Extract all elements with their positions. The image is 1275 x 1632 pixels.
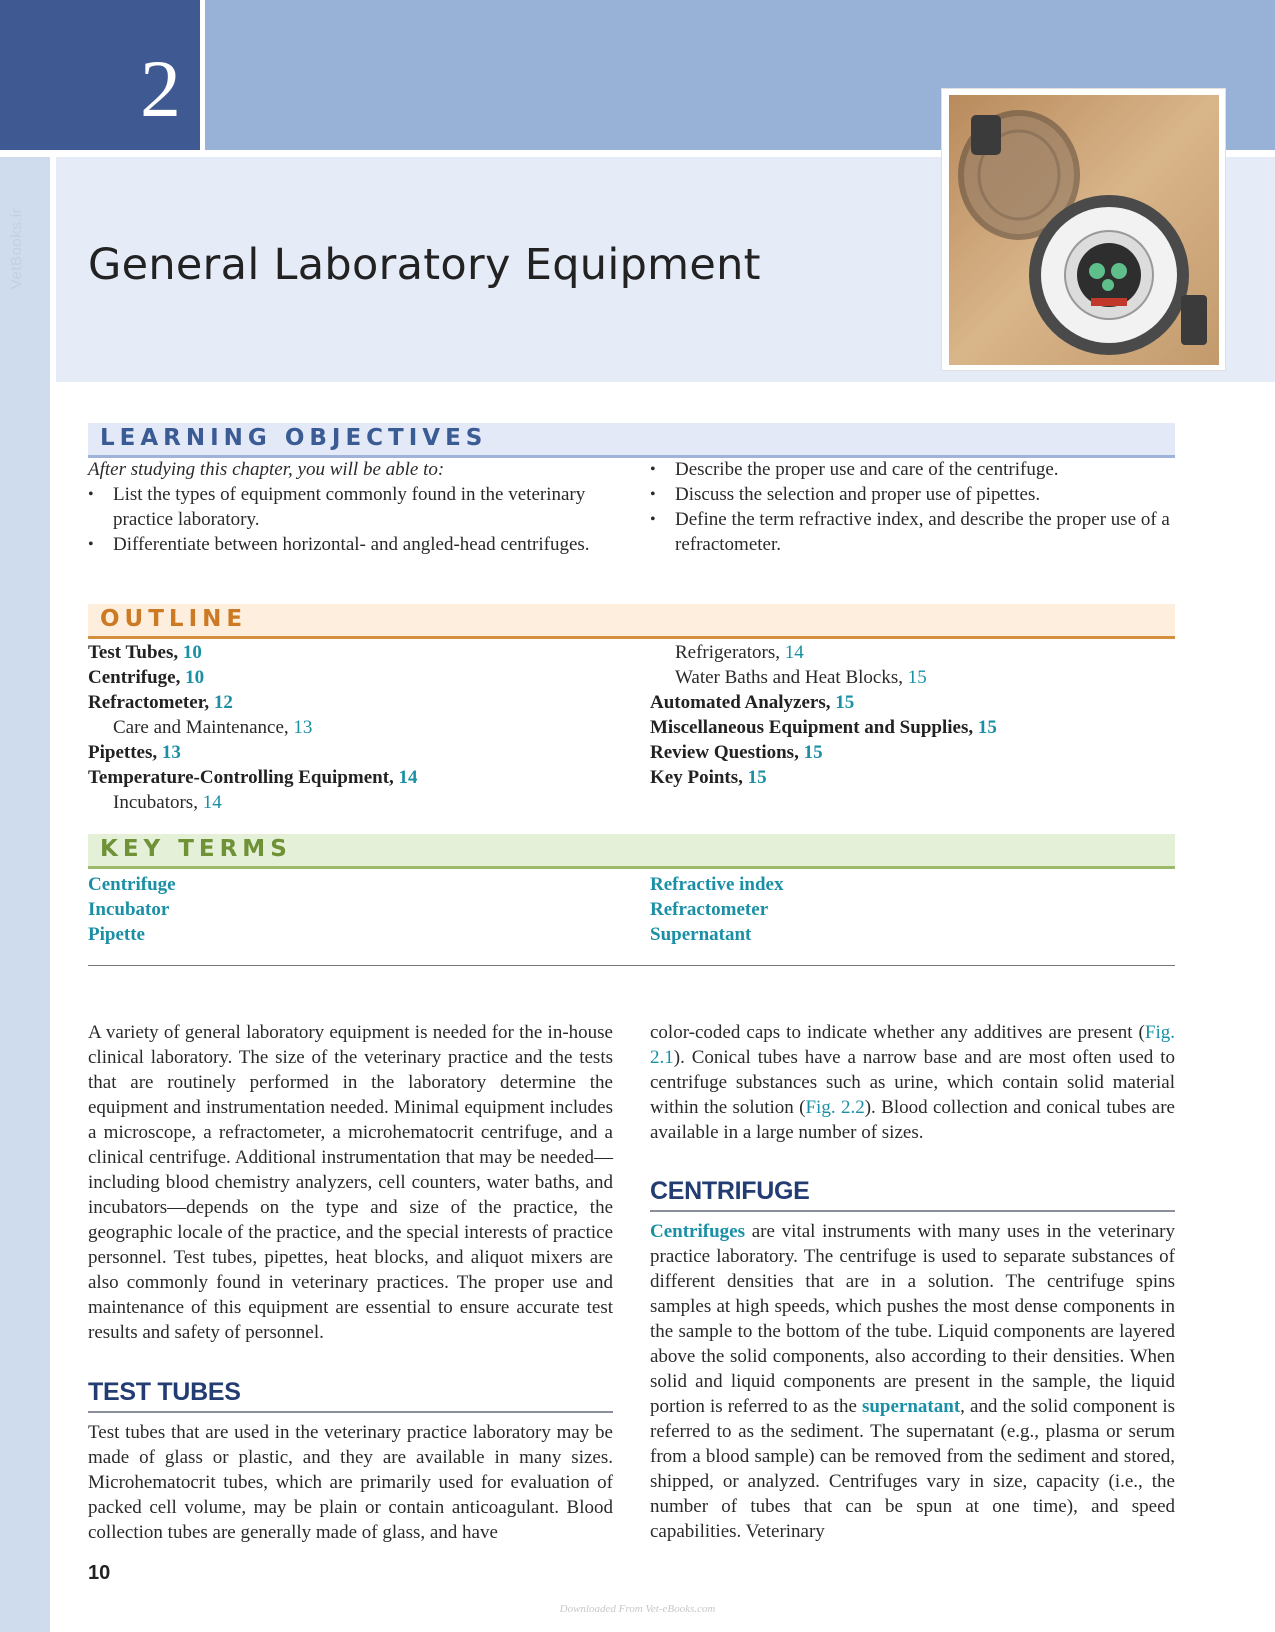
outline-item-page[interactable]: 15 bbox=[803, 742, 823, 763]
outline-item-label: Miscellaneous Equipment and Supplies, bbox=[650, 717, 974, 738]
outline-item[interactable] bbox=[650, 765, 1175, 790]
outline-item[interactable] bbox=[88, 765, 618, 790]
centrifuge-photo bbox=[949, 95, 1219, 365]
outline-item-label: Temperature-Controlling Equipment, bbox=[88, 767, 394, 788]
outline-item-label: Review Questions, bbox=[650, 742, 799, 763]
outline-item[interactable] bbox=[88, 690, 618, 715]
outline-item-page[interactable]: 14 bbox=[398, 767, 418, 788]
learning-objectives-right bbox=[650, 457, 1175, 557]
outline-item-label: Centrifuge, bbox=[88, 667, 181, 688]
outline-item-page[interactable]: 10 bbox=[182, 642, 202, 663]
learning-objectives-left bbox=[88, 457, 618, 557]
outline-item-page[interactable]: 15 bbox=[747, 767, 767, 788]
outline-item[interactable] bbox=[88, 665, 618, 690]
key-term[interactable]: Supernatant bbox=[650, 924, 752, 945]
text-run: ). Conical tubes have a narrow base and are most often used to centrifuge substances such as urine, which contain solid material within the solution ( bbox=[650, 1047, 1175, 1118]
key-terms-header bbox=[88, 834, 1175, 869]
outline-item-label: Test Tubes, bbox=[88, 642, 179, 663]
outline-item-label: Pipettes, bbox=[88, 742, 158, 763]
key-terms-heading: KEY TERMS bbox=[100, 836, 292, 862]
outline-item[interactable] bbox=[650, 740, 1175, 765]
outline-item[interactable] bbox=[88, 715, 618, 740]
figure-link-2-1[interactable]: Fig. 2.1 bbox=[650, 1022, 1175, 1068]
outline-item-page[interactable]: 13 bbox=[293, 717, 313, 738]
figure-link-2-2[interactable]: Fig. 2.2 bbox=[805, 1097, 865, 1118]
key-term-link-centrifuges[interactable]: Centrifuges bbox=[650, 1221, 745, 1242]
outline-item[interactable] bbox=[88, 640, 618, 665]
outline-item-page[interactable]: 14 bbox=[784, 642, 804, 663]
continued-paragraph bbox=[650, 1020, 1175, 1145]
outline-item[interactable] bbox=[650, 640, 1175, 665]
learning-objectives-header bbox=[88, 423, 1175, 458]
outline-item-label: Water Baths and Heat Blocks, bbox=[675, 667, 903, 688]
outline-heading: OUTLINE bbox=[100, 606, 248, 632]
intro-paragraph: A variety of general laboratory equipment is needed for the in-house clinical laboratory. The size of the veterinary practice and the tests that are routinely performed in the laboratory determine the equipment and instrumentation needed. Minimal equipment includes a microscope, a refractometer, a microhematocrit centrifuge, and a clinical centrifuge. Additional instrumentation that may be needed—including blood chemistry analyzers, cell counters, water baths, and incubators—depends on the type and size of the practice, the geographic locale of the practice, and the special interests of practice personnel. Test tubes, pipettes, heat blocks, and aliquot mixers are also commonly found in veterinary practices. The proper use and maintenance of this equipment are essential to ensure accurate test results and safety of personnel. bbox=[88, 1022, 613, 1343]
outline-item-label: Key Points, bbox=[650, 767, 743, 788]
footer-watermark: Downloaded From Vet-eBooks.com bbox=[559, 1603, 716, 1615]
outline-item-label: Automated Analyzers, bbox=[650, 692, 831, 713]
left-margin-strip bbox=[0, 157, 50, 1632]
text-run: ). Blood collection and conical tubes are available in a large number of sizes. bbox=[650, 1097, 1175, 1143]
outline-item-label: Refrigerators, bbox=[675, 642, 780, 663]
key-term[interactable]: Centrifuge bbox=[88, 874, 176, 895]
learning-objectives-heading: LEARNING OBJECTIVES bbox=[100, 425, 488, 451]
outline-item-page[interactable]: 13 bbox=[161, 742, 181, 763]
test-tubes-heading: TEST TUBES bbox=[88, 1378, 613, 1413]
key-terms-right bbox=[650, 872, 1175, 947]
chapter-number: 2 bbox=[140, 43, 181, 134]
key-terms-left bbox=[88, 872, 618, 947]
centrifuge-paragraph bbox=[650, 1219, 1175, 1544]
key-term[interactable]: Refractive index bbox=[650, 874, 784, 895]
centrifuge-heading: CENTRIFUGE bbox=[650, 1177, 1175, 1212]
outline-item[interactable] bbox=[650, 665, 1175, 690]
outline-item[interactable] bbox=[88, 740, 618, 765]
objective-item: • Discuss the selection and proper use of pipettes. bbox=[650, 482, 1175, 507]
outline-item-page[interactable]: 12 bbox=[213, 692, 233, 713]
outline-left-column bbox=[88, 640, 618, 815]
key-term[interactable]: Incubator bbox=[88, 899, 170, 920]
objective-item: • Differentiate between horizontal- and angled-head centrifuges. bbox=[88, 532, 618, 557]
sidebar-watermark: VetBooks.ir bbox=[8, 207, 26, 290]
test-tubes-paragraph: Test tubes that are used in the veterinary practice laboratory may be made of glass or plastic, and they are available in many sizes. Microhematocrit tubes, which are primarily used for evaluation of packed cell volume, may be plain or contain anticoagulant. Blood collection tubes are generally made of glass, and have bbox=[88, 1422, 613, 1543]
outline-item-page[interactable]: 14 bbox=[202, 792, 222, 813]
objective-item: • Describe the proper use and care of the centrifuge. bbox=[650, 457, 1175, 482]
outline-item-page[interactable]: 15 bbox=[835, 692, 855, 713]
key-term[interactable]: Refractometer bbox=[650, 899, 769, 920]
outline-item[interactable] bbox=[650, 715, 1175, 740]
outline-item-page[interactable]: 10 bbox=[185, 667, 205, 688]
outline-item-page[interactable]: 15 bbox=[977, 717, 997, 738]
objective-item: • Define the term refractive index, and describe the proper use of a refractometer. bbox=[650, 507, 1175, 557]
section-divider bbox=[88, 965, 1175, 966]
outline-item-label: Care and Maintenance, bbox=[113, 717, 289, 738]
chapter-title: General Laboratory Equipment bbox=[88, 240, 761, 290]
text-run: color-coded caps to indicate whether any additives are present ( bbox=[650, 1022, 1145, 1043]
outline-right-column bbox=[650, 640, 1175, 790]
key-term[interactable]: Pipette bbox=[88, 924, 145, 945]
objective-item: • List the types of equipment commonly found in the veterinary practice laboratory. bbox=[88, 482, 618, 532]
learning-objectives-intro: After studying this chapter, you will be able to: bbox=[88, 459, 445, 480]
outline-item[interactable] bbox=[88, 790, 618, 815]
page-number: 10 bbox=[88, 1562, 111, 1584]
text-run: are vital instruments with many uses in the veterinary practice laboratory. The centrifuge is used to separate substances of different densities that are in a solution. The centrifuge spins samples at high speeds, which pushes the most dense components in the sample to the bottom of the tube. Liquid components are layered above the solid components, also according to their densities. When solid and liquid components are present in the sample, the liquid portion is referred to as the bbox=[650, 1221, 1175, 1417]
outline-header bbox=[88, 604, 1175, 639]
outline-item-label: Incubators, bbox=[113, 792, 198, 813]
key-term-link-supernatant[interactable]: supernatant bbox=[861, 1396, 961, 1417]
outline-item[interactable] bbox=[650, 690, 1175, 715]
outline-item-page[interactable]: 15 bbox=[907, 667, 927, 688]
text-run: , and the solid component is referred to as the sediment. The supernatant (e.g., plasma or serum from a blood sample) can be removed from the sediment and stored, shipped, or analyzed. Centrifuges vary in size, capacity (i.e., the number of tubes that can be spun at one time), and speed capabilities. Veterinary bbox=[650, 1396, 1175, 1542]
outline-item-label: Refractometer, bbox=[88, 692, 210, 713]
